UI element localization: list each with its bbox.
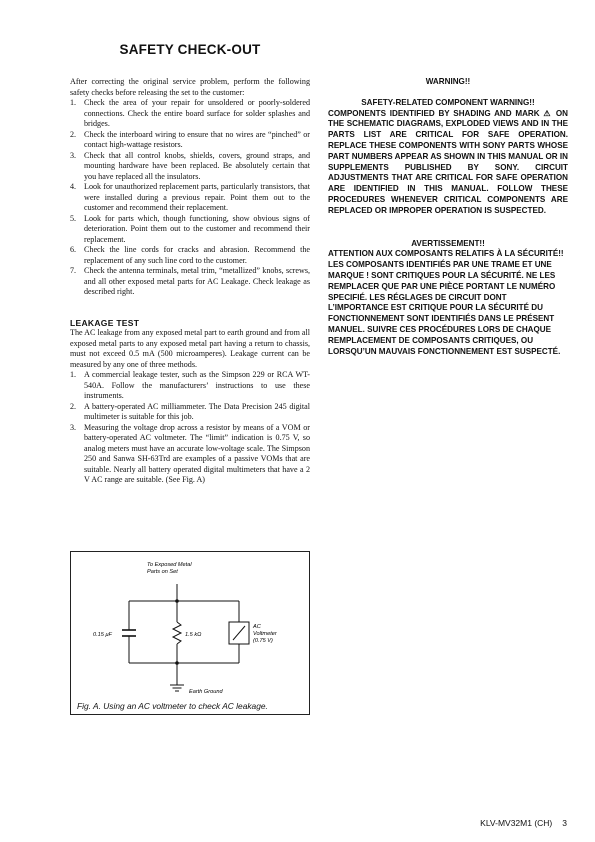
label-exposed-metal-1: To Exposed Metal — [147, 562, 192, 568]
method-number: 2. — [70, 401, 77, 411]
model-number: KLV-MV32M1 (CH) — [480, 818, 553, 828]
page-number: 3 — [562, 818, 567, 828]
warning-heading: WARNING!! — [425, 77, 471, 86]
figure-a-box — [70, 551, 310, 715]
check-item — [70, 245, 310, 266]
check-text: Check the line cords for cracks and abrasion. Recommend the replacement of any such line cord to the customer. — [84, 245, 310, 265]
check-number: 3. — [70, 150, 77, 160]
check-text: Check the antenna terminals, metal trim, “metallized” knobs, screws, and all other exposed metal parts for AC Leakage. Check leakage as described right. — [84, 266, 310, 296]
check-text: Check that all control knobs, shields, covers, ground straps, and mounting hardware have been replaced. Be absolutely certain that you have replaced all the insulators. — [84, 150, 310, 181]
checks-list — [70, 98, 310, 298]
label-capacitor: 0.15 μF — [93, 632, 112, 638]
label-meter-2: Voltmeter — [253, 631, 277, 637]
method-number: 1. — [70, 370, 77, 379]
warning-subheading: SAFETY-RELATED COMPONENT WARNING!! — [361, 97, 535, 107]
checks-intro: After correcting the original service problem, perform the following safety checks before releasing the set to the customer: — [70, 77, 310, 97]
label-resistor: 1.5 kΩ — [185, 632, 202, 638]
page-title: SAFETY CHECK-OUT — [119, 42, 261, 57]
label-meter-1: AC — [253, 624, 261, 630]
check-number: 4. — [70, 182, 77, 191]
leakage-test-heading: LEAKAGE TEST — [70, 317, 140, 328]
leakage-methods-list — [70, 370, 310, 486]
check-text: Look for unauthorized replacement parts, particularly transistors, that were installed during a previous repair. Point them out to the customer and recommend their replacement. — [84, 182, 310, 212]
leakage-intro: The AC leakage from any exposed metal part to earth ground and from all exposed metal parts to any exposed metal part having a return to chassis, must not exceed 0.5 mA (500 microamperes). Leakage current can be measured by any one of three methods. — [70, 328, 310, 369]
check-number: 5. — [70, 213, 77, 223]
label-meter-3: (0.75 V) — [253, 638, 273, 644]
method-item — [70, 402, 310, 423]
method-text: Measuring the voltage drop across a resistor by means of a VOM or battery-operated AC voltmeter. The “limit” indication is 0.75 V, so analog meters must have an accurate low-voltage scale. The Simpson 250 and Sanwa SH-63Trd are examples of a passive VOMs that are suitable. Nearly all battery operated digital multimeters that have a 2 V AC range are suitable. (See Fig. A) — [84, 422, 310, 484]
safety-checks-column — [70, 77, 310, 486]
avertissement-body: LES COMPOSANTS IDENTIFIÉS PAR UNE TRAME ET UNE MARQUE ! SONT CRITIQUES POUR LA SÉCURITÉ. NE LES REMPLACER QUE PAR UNE PIÈCE PORTANT LE NUMÉRO SPECIFIÉ. LES RÉGLAGES DE CIRCUIT DONT L’IMPORTANCE EST CRITIQUE POUR LA SÉCURITÉ DU FONCTIONNEMENT SONT IDENTIFIÉS DANS LE PRÉSENT MANUEL. SUIVRE CES PROCÉDURES LORS DE CHAQUE REMPLACEMENT DE COMPOSANTS CRITIQUES, OU LORSQU’UN MAUVAIS FONCTIONNEMENT EST SUSPECTÉ. — [328, 260, 561, 356]
check-item — [70, 214, 310, 246]
check-item — [70, 182, 310, 214]
check-item — [70, 151, 310, 183]
check-number: 7. — [70, 266, 77, 275]
warning-column — [328, 77, 568, 357]
label-exposed-metal-2: Parts on Set — [147, 569, 178, 575]
leakage-circuit-diagram — [71, 552, 309, 714]
check-text: Check the interboard wiring to ensure that no wires are “pinched” or contact high-wattage resistors. — [84, 129, 310, 149]
check-text: Look for parts which, though functioning, show obvious signs of deterioration. Point them out to the customer and recommend their replacement. — [84, 213, 310, 244]
method-text: A battery-operated AC milliammeter. The Data Precision 245 digital multimeter is suitable for this job. — [84, 401, 310, 421]
method-item — [70, 423, 310, 486]
check-item — [70, 266, 310, 298]
check-item — [70, 130, 310, 151]
method-item — [70, 370, 310, 402]
check-item — [70, 98, 310, 130]
avertissement-heading: AVERTISSEMENT!! — [411, 238, 485, 248]
method-number: 3. — [70, 422, 77, 432]
check-number: 2. — [70, 129, 77, 139]
check-number: 6. — [70, 245, 77, 254]
method-text: A commercial leakage tester, such as the Simpson 229 or RCA WT-540A. Follow the manufacturers’ instructions to use these instruments. — [84, 370, 310, 400]
check-text: Check the area of your repair for unsoldered or poorly-soldered connections. Check the entire board surface for solder splashes and bridges. — [84, 98, 310, 128]
check-number: 1. — [70, 98, 77, 107]
page-footer — [480, 818, 567, 828]
avertissement-subheading: ATTENTION AUX COMPOSANTS RELATIFS À LA SÉCURITÉ!! — [328, 249, 564, 259]
warning-body: COMPONENTS IDENTIFIED BY SHADING AND MARK ⚠ ON THE SCHEMATIC DIAGRAMS, EXPLODED VIEWS AND IN THE PARTS LIST ARE CRITICAL FOR SAFE OPERATION. REPLACE THESE COMPONENTS WITH SONY PARTS WHOSE PART NUMBERS APPEAR AS SHOWN IN THIS MANUAL OR IN SUPPLEMENTS PUBLISHED BY SONY. CIRCUIT ADJUSTMENTS THAT ARE CRITICAL FOR SAFE OPERATION ARE IDENTIFIED IN THIS MANUAL. FOLLOW THESE PROCEDURES WHENEVER CRITICAL COMPONENTS ARE REPLACED OR IMPROPER OPERATION IS SUSPECTED. — [328, 108, 568, 215]
figure-caption: Fig. A. Using an AC voltmeter to check AC leakage. — [77, 701, 268, 711]
label-earth-ground: Earth Ground — [189, 689, 223, 695]
